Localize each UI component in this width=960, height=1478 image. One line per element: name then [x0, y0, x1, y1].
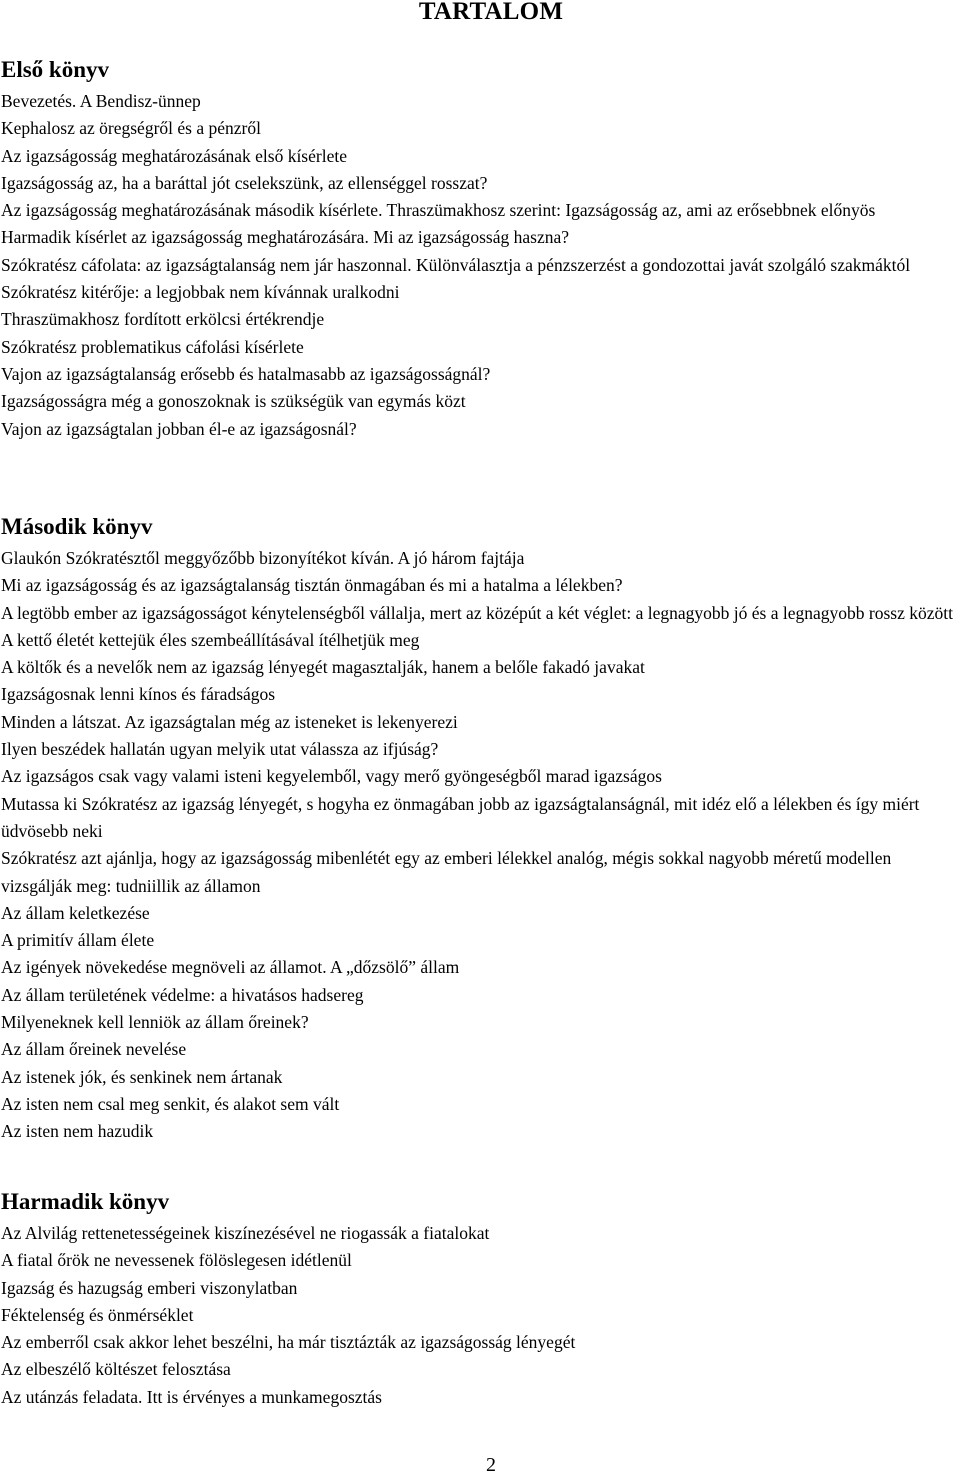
toc-entry: Féktelenség és önmérséklet [1, 1304, 194, 1325]
page-number: 2 [486, 1454, 496, 1476]
toc-entry: Szókratész problematikus cáfolási kísérlete [1, 336, 304, 357]
toc-entry: Az utánzás feladata. Itt is érvényes a munkamegosztás [1, 1386, 382, 1407]
toc-entry: Az igazságosság meghatározásának második kísérlete. Thraszümakhosz szerint: Igazságosság az, ami az erősebbnek előnyös [1, 200, 876, 221]
toc-entry: Mi az igazságosság és az igazságtalanság tisztán önmagában és mi a hatalma a lélekben? [1, 575, 623, 596]
toc-list-first-book [1, 88, 959, 443]
toc-entry: Az isten nem hazudik [1, 1121, 154, 1142]
toc-entry: Minden a látszat. Az igazságtalan még az isteneket is lekenyerezi [1, 711, 458, 732]
toc-entry: Igazságosságra még a gonoszoknak is szükségük van egymás közt [1, 391, 466, 412]
toc-entry: Az emberről csak akkor lehet beszélni, ha már tisztázták az igazságosság lényegét [1, 1332, 576, 1353]
toc-entry: Igazság és hazugság emberi viszonylatban [1, 1277, 298, 1298]
toc-entry: Harmadik kísérlet az igazságosság meghatározására. Mi az igazságosság haszna? [1, 227, 570, 248]
toc-entry: Az állam őreinek nevelése [1, 1039, 187, 1060]
toc-entry: Az isten nem csal meg senkit, és alakot sem vált [1, 1093, 340, 1114]
toc-list-third-book [1, 1220, 959, 1411]
toc-entry: Glaukón Szókratésztől meggyőzőbb bizonyítékot kíván. A jó három fajtája [1, 548, 525, 568]
toc-entry: Az Alvilág rettenetességeinek kiszínezésével ne riogassák a fiatalokat [1, 1223, 490, 1243]
toc-entry: Ilyen beszédek hallatán ugyan melyik utat válassza az ifjúság? [1, 739, 439, 760]
toc-entry: Vajon az igazságtalan jobban él-e az igazságosnál? [1, 418, 357, 439]
toc-entry: Szókratész azt ajánlja, hogy az igazságosság mibenlétét egy az emberi lélekkel analóg, mégis sokkal nagyobb méretű modellen vizsgálják meg: tudniillik az államon [1, 848, 892, 896]
toc-entry: Vajon az igazságtalanság erősebb és hatalmasabb az igazságosságnál? [1, 363, 491, 384]
toc-entry: A fiatal őrök ne nevessenek fölöslegesen idétlenül [1, 1250, 352, 1271]
toc-list-second-book [1, 545, 959, 1146]
toc-entry: Milyeneknek kell lenniök az állam őreinek? [1, 1012, 309, 1033]
toc-entry: Az igazságosság meghatározásának első kísérlete [1, 145, 347, 166]
toc-entry: Az igények növekedése megnöveli az államot. A „dőzsölő” állam [1, 957, 460, 978]
toc-entry: Az állam területének védelme: a hivatásos hadsereg [1, 984, 364, 1005]
toc-entry: Az igazságos csak vagy valami isteni kegyelemből, vagy merő gyöngeségből marad igazságos [1, 766, 662, 787]
toc-entry: Az elbeszélő költészet felosztása [1, 1359, 231, 1380]
toc-entry: Az istenek jók, és senkinek nem ártanak [1, 1066, 283, 1087]
toc-entry: Szókratész kitérője: a legjobbak nem kívánnak uralkodni [1, 282, 400, 303]
toc-entry: A kettő életét kettejük éles szembeállításával ítélhetjük meg [1, 629, 420, 650]
toc-entry: A költők és a nevelők nem az igazság lényegét magasztalják, hanem a belőle fakadó javakat [1, 657, 645, 678]
toc-entry: Igazságosnak lenni kínos és fáradságos [1, 684, 276, 705]
toc-entry: Mutassa ki Szókratész az igazság lényegét, s hogyha ez önmagában jobb az igazságtalanságnál, mit idéz elő a lélekben és így miért üdvösebb neki [1, 793, 920, 841]
toc-entry: A primitív állam élete [1, 930, 155, 951]
toc-entry: Az állam keletkezése [1, 902, 150, 923]
toc-entry: Bevezetés. A Bendisz-ünnep [1, 91, 201, 111]
section-heading-second-book: Második könyv [1, 514, 153, 539]
section-heading-third-book: Harmadik könyv [1, 1189, 170, 1214]
toc-entry: Szókratész cáfolata: az igazságtalanság nem jár haszonnal. Különválasztja a pénzszerzést a gondozottai javát szolgáló szakmáktól [1, 254, 911, 275]
toc-entry: Igazságosság az, ha a baráttal jót cselekszünk, az ellenséggel rosszat? [1, 172, 488, 193]
toc-entry: Kephalosz az öregségről és a pénzről [1, 118, 261, 139]
section-heading-first-book: Első könyv [1, 57, 110, 82]
page-title: TARTALOM [418, 0, 564, 25]
toc-entry: A legtöbb ember az igazságosságot kénytelenségből vállalja, mert az középút a két véglet: a legnagyobb jó és a legnagyobb rossz között [1, 602, 953, 623]
toc-entry: Thraszümakhosz fordított erkölcsi értékrendje [1, 309, 325, 330]
